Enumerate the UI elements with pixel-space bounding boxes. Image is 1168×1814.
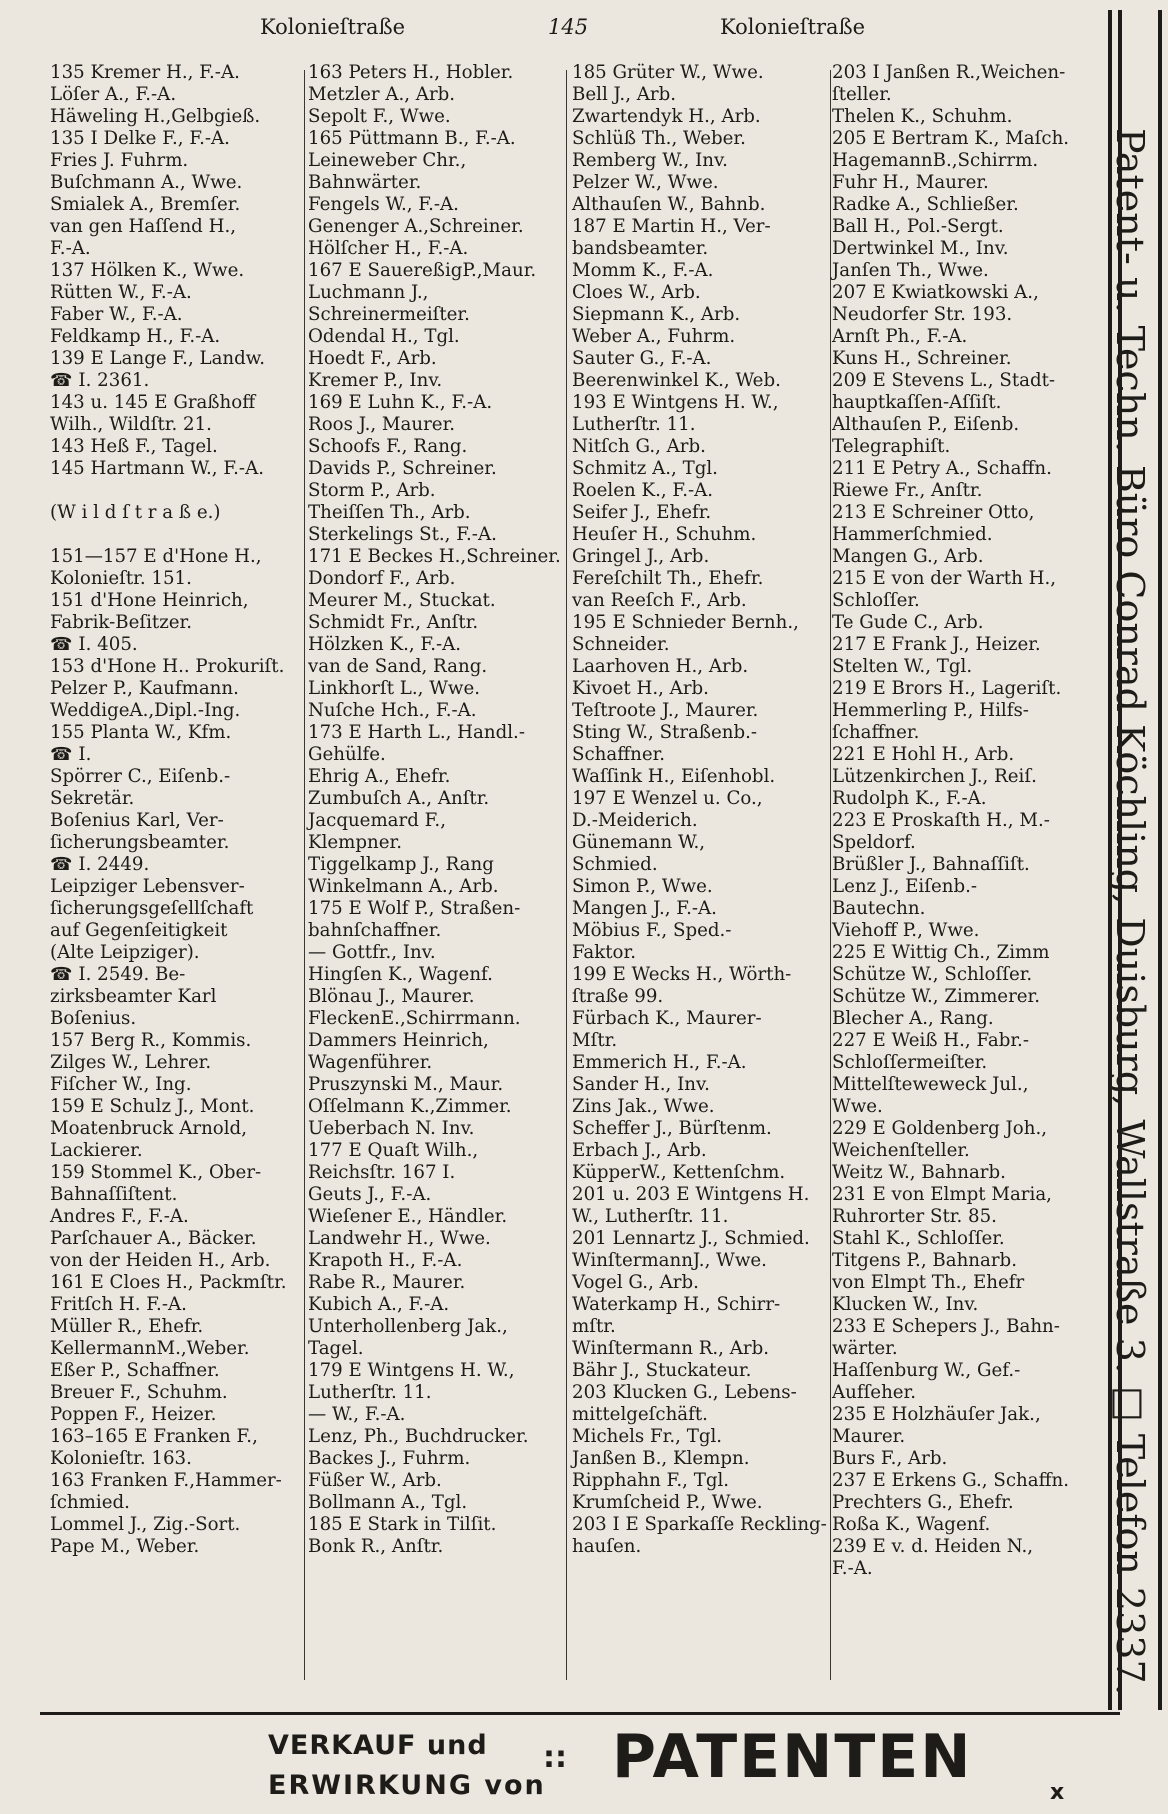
- directory-entry: Theiſſen Th., Arb.: [308, 502, 471, 523]
- directory-entry: Althauſen W., Bahnb.: [572, 194, 766, 215]
- directory-entry: Rudolph K., F.-A.: [832, 788, 987, 809]
- directory-entry: 193 E Wintgens H. W.,: [572, 392, 779, 413]
- header-street-left: Kolonieſtraße: [260, 15, 406, 39]
- directory-entry: Sauter G., F.-A.: [572, 348, 712, 369]
- directory-entry: Schmied.: [572, 854, 658, 875]
- directory-entry: Maurer.: [832, 1426, 906, 1447]
- directory-entry: Emmerich H., F.-A.: [572, 1052, 747, 1073]
- directory-entry: [50, 480, 300, 502]
- directory-entry: Bollmann A., Tgl.: [308, 1492, 468, 1513]
- directory-entry: Schloſſer.: [832, 590, 920, 611]
- directory-entry: 221 E Hohl H., Arb.: [832, 744, 1015, 765]
- directory-entry: FleckenE.,Schirrmann.: [308, 1008, 521, 1029]
- directory-entry: Storm P., Arb.: [308, 480, 436, 501]
- directory-entry: Leineweber Chr.,: [308, 150, 467, 171]
- directory-entry: ſchmied.: [50, 1492, 130, 1513]
- directory-entry: Teſtroote J., Maurer.: [572, 700, 759, 721]
- directory-entry: Bonk R., Anſtr.: [308, 1536, 444, 1557]
- directory-entry: Luchmann J.,: [308, 282, 429, 303]
- directory-entry: hauſen.: [572, 1536, 642, 1557]
- directory-entry: ☎ I. 2449.: [50, 854, 150, 875]
- directory-entry: ☎ I. 2361.: [50, 370, 150, 391]
- directory-entry: Erbach J., Arb.: [572, 1140, 707, 1161]
- directory-entry: Ueberbach N. Inv.: [308, 1118, 475, 1139]
- directory-entry: 209 E Stevens L., Stadt-: [832, 370, 1056, 391]
- directory-entry: Winkelmann A., Arb.: [308, 876, 499, 897]
- directory-entry: Boſenius.: [50, 1008, 137, 1029]
- directory-entry: auf Gegenſeitigkeit: [50, 920, 228, 941]
- directory-entry: WeddigeA.,Dipl.-Ing.: [50, 700, 241, 721]
- directory-entry: Hammerſchmied.: [832, 524, 993, 545]
- directory-entry: 167 E SauereßigP.,Maur.: [308, 260, 537, 281]
- directory-entry: 203 I E Sparkaſſe Reckling-: [572, 1514, 827, 1535]
- directory-entry: Füßer W., Arb.: [308, 1470, 442, 1491]
- directory-entry: Schneider.: [572, 634, 670, 655]
- directory-entry: Seifer J., Ehefr.: [572, 502, 712, 523]
- directory-entry: Bähr J., Stuckateur.: [572, 1360, 752, 1381]
- directory-entry: Ruhrorter Str. 85.: [832, 1206, 997, 1227]
- directory-entry: Landwehr H., Wwe.: [308, 1228, 491, 1249]
- directory-entry: Rabe R., Maurer.: [308, 1272, 466, 1293]
- directory-entry: Boſenius Karl, Ver-: [50, 810, 224, 831]
- directory-entry: Wilh., Wildſtr. 21.: [50, 414, 212, 435]
- directory-entry: Janßen B., Klempn.: [572, 1448, 750, 1469]
- directory-entry: 185 Grüter W., Wwe.: [572, 62, 764, 83]
- directory-entry: 175 E Wolf P., Straßen-: [308, 898, 521, 919]
- directory-entry: Heuſer H., Schuhm.: [572, 524, 757, 545]
- column-divider: [304, 70, 305, 1680]
- directory-entry: HagemannB.,Schirrm.: [832, 150, 1039, 171]
- directory-entry: Kolonieſtr. 163.: [50, 1448, 192, 1469]
- directory-entry: Schütze W., Schloſſer.: [832, 964, 1033, 985]
- directory-entry: von der Heiden H., Arb.: [50, 1250, 271, 1271]
- directory-entry: Moatenbruck Arnold,: [50, 1118, 247, 1139]
- directory-entry: Schoofs F., Rang.: [308, 436, 468, 457]
- directory-entry: Beerenwinkel K., Web.: [572, 370, 781, 391]
- directory-entry: 237 E Erkens G., Schaffn.: [832, 1470, 1069, 1491]
- directory-entry: ſchaffner.: [832, 722, 920, 743]
- directory-entry: 143 u. 145 E Graßhoff: [50, 392, 256, 413]
- directory-entry: Schaffner.: [572, 744, 666, 765]
- directory-entry: Winſtermann R., Arb.: [572, 1338, 769, 1359]
- directory-entry: Schmidt Fr., Anſtr.: [308, 612, 479, 633]
- directory-entry: 219 E Brors H., Lageriſt.: [832, 678, 1062, 699]
- directory-entry: ſicherungsgeſellſchaft: [50, 898, 254, 919]
- directory-entry: Mittelſteweweck Jul.,: [832, 1074, 1029, 1095]
- directory-entry: Eßer P., Schaffner.: [50, 1360, 220, 1381]
- directory-entry: 157 Berg R., Kommis.: [50, 1030, 252, 1051]
- directory-entry: 145 Hartmann W., F.-A.: [50, 458, 264, 479]
- directory-entry: Sander H., Inv.: [572, 1074, 710, 1095]
- directory-entry: Schreinermeiſter.: [308, 304, 470, 325]
- bottom-ad-separator: ::: [543, 1740, 567, 1775]
- directory-entry: ſtraße 99.: [572, 986, 664, 1007]
- directory-entry: 217 E Frank J., Heizer.: [832, 634, 1041, 655]
- directory-entry: Hemmerling P., Hilfs-: [832, 700, 1029, 721]
- directory-entry: 163 Peters H., Hobler.: [308, 62, 514, 83]
- corner-mark: x: [1050, 1780, 1065, 1805]
- directory-entry: Gehülfe.: [308, 744, 386, 765]
- directory-entry: — W., F.-A.: [308, 1404, 406, 1425]
- directory-entry: Bautechn.: [832, 898, 926, 919]
- directory-entry: Momm K., F.-A.: [572, 260, 714, 281]
- directory-entry: van gen Haſſend H.,: [50, 216, 237, 237]
- directory-entry: Fries J. Fuhrm.: [50, 150, 189, 171]
- directory-entry: bandsbeamter.: [572, 238, 709, 259]
- directory-entry: Günemann W.,: [572, 832, 706, 853]
- directory-entry: [50, 524, 300, 546]
- directory-entry: Bahnaſſiſtent.: [50, 1184, 178, 1205]
- directory-entry: Nuſche Hch., F.-A.: [308, 700, 477, 721]
- directory-entry: Lackierer.: [50, 1140, 143, 1161]
- directory-entry: Schmitz A., Tgl.: [572, 458, 718, 479]
- directory-entry: Lutherſtr. 11.: [572, 414, 696, 435]
- directory-entry: 173 E Harth L., Handl.-: [308, 722, 525, 743]
- directory-column-1: [50, 62, 300, 1558]
- directory-entry: Roos J., Maurer.: [308, 414, 456, 435]
- directory-column-2: [308, 62, 568, 1558]
- directory-entry: Lenz, Ph., Buchdrucker.: [308, 1426, 529, 1447]
- directory-entry: 201 Lennartz J., Schmied.: [572, 1228, 810, 1249]
- directory-entry: Cloes W., Arb.: [572, 282, 701, 303]
- directory-entry: Fuhr H., Maurer.: [832, 172, 989, 193]
- directory-entry: Backes J., Fuhrm.: [308, 1448, 471, 1469]
- directory-entry: Stahl K., Schloſſer.: [832, 1228, 1005, 1249]
- directory-entry: Wwe.: [832, 1096, 883, 1117]
- directory-entry: 163–165 E Franken F.,: [50, 1426, 258, 1447]
- directory-entry: Weber A., Fuhrm.: [572, 326, 736, 347]
- directory-entry: Prechters G., Ehefr.: [832, 1492, 1014, 1513]
- directory-entry: Kremer P., Inv.: [308, 370, 443, 391]
- directory-entry: Faber W., F.-A.: [50, 304, 183, 325]
- page-number: 145: [548, 15, 589, 39]
- directory-entry: Pruszynski M., Maur.: [308, 1074, 504, 1095]
- directory-entry: Dertwinkel M., Inv.: [832, 238, 1009, 259]
- directory-entry: Reichsſtr. 167 I.: [308, 1162, 456, 1183]
- directory-entry: Poppen F., Heizer.: [50, 1404, 217, 1425]
- directory-entry: Simon P., Wwe.: [572, 876, 713, 897]
- directory-entry: 151 d'Hone Heinrich,: [50, 590, 249, 611]
- directory-entry: KüpperW., Kettenſchm.: [572, 1162, 786, 1183]
- directory-entry: mſtr.: [572, 1316, 616, 1337]
- directory-entry: Jacquemard F.,: [308, 810, 446, 831]
- directory-entry: 137 Hölken K., Wwe.: [50, 260, 245, 281]
- directory-entry: Dammers Heinrich,: [308, 1030, 489, 1051]
- directory-entry: Schütze W., Zimmerer.: [832, 986, 1041, 1007]
- directory-entry: 139 E Lange F., Landw.: [50, 348, 265, 369]
- bottom-ad-line-1: VERKAUF und: [268, 1730, 488, 1761]
- directory-entry: KellermannM.,Weber.: [50, 1338, 250, 1359]
- directory-entry: Scheffer J., Bürſtenm.: [572, 1118, 772, 1139]
- directory-entry: Hoedt F., Arb.: [308, 348, 437, 369]
- directory-entry: Gringel J., Arb.: [572, 546, 710, 567]
- directory-entry: 159 E Schulz J., Mont.: [50, 1096, 255, 1117]
- directory-entry: Geuts J., F.-A.: [308, 1184, 432, 1205]
- directory-entry: Telegraphiſt.: [832, 436, 951, 457]
- directory-entry: 223 E Proskaſth H., M.-: [832, 810, 1050, 831]
- directory-entry: F.-A.: [50, 238, 91, 259]
- directory-entry: Rütten W., F.-A.: [50, 282, 192, 303]
- directory-entry: 155 Planta W., Kfm.: [50, 722, 232, 743]
- directory-entry: Thelen K., Schuhm.: [832, 106, 1013, 127]
- directory-entry: Klempner.: [308, 832, 403, 853]
- directory-entry: Kivoet H., Arb.: [572, 678, 709, 699]
- directory-entry: 203 I Janßen R.,Weichen-: [832, 62, 1066, 83]
- directory-entry: 159 Stommel K., Ober-: [50, 1162, 262, 1183]
- directory-entry: Fiſcher W., Ing.: [50, 1074, 192, 1095]
- directory-entry: Müller R., Ehefr.: [50, 1316, 204, 1337]
- directory-entry: Neudorfer Str. 193.: [832, 304, 1013, 325]
- directory-entry: wärter.: [832, 1338, 898, 1359]
- directory-entry: Klucken W., Inv.: [832, 1294, 979, 1315]
- directory-entry: Michels Fr., Tgl.: [572, 1426, 723, 1447]
- directory-entry: ☎ I. 2549. Be-: [50, 964, 186, 985]
- directory-entry: F.-A.: [832, 1558, 873, 1579]
- directory-entry: 201 u. 203 E Wintgens H.: [572, 1184, 810, 1205]
- directory-entry: 231 E von Elmpt Maria,: [832, 1184, 1052, 1205]
- directory-entry: Viehoff P., Wwe.: [832, 920, 980, 941]
- directory-entry: Roßa K., Wagenf.: [832, 1514, 991, 1535]
- directory-entry: Burs F., Arb.: [832, 1448, 948, 1469]
- directory-entry: 185 E Stark in Tilſit.: [308, 1514, 497, 1535]
- directory-entry: W., Lutherſtr. 11.: [572, 1206, 729, 1227]
- directory-entry: Mangen G., Arb.: [832, 546, 984, 567]
- directory-entry: Löſer A., F.-A.: [50, 84, 177, 105]
- directory-entry: Kubich A., F.-A.: [308, 1294, 450, 1315]
- directory-entry: Fritſch H. F.-A.: [50, 1294, 187, 1315]
- directory-entry: Meurer M., Stuckat.: [308, 590, 496, 611]
- directory-entry: bahnſchaffner.: [308, 920, 442, 941]
- directory-entry: Ball H., Pol.-Sergt.: [832, 216, 1004, 237]
- directory-entry: Mangen J., F.-A.: [572, 898, 717, 919]
- directory-entry: Hölzken K., F.-A.: [308, 634, 462, 655]
- directory-entry: 163 Franken F.,Hammer-: [50, 1470, 282, 1491]
- directory-entry: WinſtermannJ., Wwe.: [572, 1250, 767, 1271]
- directory-entry: hauptkaſſen-Aſſiſt.: [832, 392, 1002, 413]
- directory-entry: Parſchauer A., Bäcker.: [50, 1228, 257, 1249]
- header-street-right: Kolonieſtraße: [720, 15, 866, 39]
- directory-entry: Kolonieſtr. 151.: [50, 568, 192, 589]
- directory-entry: Waſſink H., Eiſenhobl.: [572, 766, 776, 787]
- directory-entry: ☎ I.: [50, 744, 92, 765]
- directory-entry: Wagenführer.: [308, 1052, 433, 1073]
- directory-entry: Radke A., Schließer.: [832, 194, 1019, 215]
- directory-entry: 135 I Delke F., F.-A.: [50, 128, 230, 149]
- side-ad-rule: [1158, 10, 1162, 1710]
- directory-entry: Andres F., F.-A.: [50, 1206, 189, 1227]
- directory-entry: Dondorf F., Arb.: [308, 568, 456, 589]
- directory-entry: Stelten W., Tgl.: [832, 656, 973, 677]
- directory-entry: Smialek A., Bremſer.: [50, 194, 241, 215]
- directory-entry: Weitz W., Bahnarb.: [832, 1162, 1006, 1183]
- directory-entry: 151—157 E d'Hone H.,: [50, 546, 262, 567]
- directory-entry: Metzler A., Arb.: [308, 84, 456, 105]
- directory-entry: Aufſeher.: [832, 1382, 917, 1403]
- directory-entry: von Elmpt Th., Ehefr: [832, 1272, 1025, 1293]
- directory-entry: 153 d'Hone H.. Prokuriſt.: [50, 656, 285, 677]
- directory-entry: 143 Heß F., Tagel.: [50, 436, 218, 457]
- directory-entry: van de Sand, Rang.: [308, 656, 488, 677]
- directory-entry: Althauſen P., Eiſenb.: [832, 414, 1020, 435]
- directory-entry: (Alte Leipziger).: [50, 942, 200, 963]
- directory-entry: Genenger A.,Schreiner.: [308, 216, 524, 237]
- directory-entry: 135 Kremer H., F.-A.: [50, 62, 240, 83]
- directory-entry: Tagel.: [308, 1338, 364, 1359]
- directory-entry: 211 E Petry A., Schaffn.: [832, 458, 1052, 479]
- directory-entry: 171 E Beckes H.,Schreiner.: [308, 546, 561, 567]
- directory-entry: Bahnwärter.: [308, 172, 422, 193]
- directory-entry: Bell J., Arb.: [572, 84, 677, 105]
- directory-entry: 227 E Weiß H., Fabr.-: [832, 1030, 1029, 1051]
- directory-entry: Faktor.: [572, 942, 636, 963]
- directory-entry: Waterkamp H., Schirr-: [572, 1294, 781, 1315]
- directory-entry: Schloſſermeiſter.: [832, 1052, 988, 1073]
- directory-entry: — Gottfr., Inv.: [308, 942, 436, 963]
- directory-entry: Lommel J., Zig.-Sort.: [50, 1514, 241, 1535]
- directory-entry: Sekretär.: [50, 788, 135, 809]
- directory-entry: Te Gude C., Arb.: [832, 612, 984, 633]
- directory-entry: 177 E Quaſt Wilh.,: [308, 1140, 479, 1161]
- directory-entry: ſicherungsbeamter.: [50, 832, 230, 853]
- directory-entry: Buſchmann A., Wwe.: [50, 172, 243, 193]
- directory-entry: Tiggelkamp J., Rang: [308, 854, 494, 875]
- directory-entry: Pelzer P., Kaufmann.: [50, 678, 239, 699]
- directory-entry: 203 Klucken G., Lebens-: [572, 1382, 797, 1403]
- directory-entry: 197 E Wenzel u. Co.,: [572, 788, 763, 809]
- directory-entry: Nitſch G., Arb.: [572, 436, 706, 457]
- directory-entry: Fabrik-Beſitzer.: [50, 612, 193, 633]
- directory-entry: zirksbeamter Karl: [50, 986, 217, 1007]
- directory-entry: 195 E Schnieder Bernh.,: [572, 612, 799, 633]
- directory-entry: Titgens P., Bahnarb.: [832, 1250, 1017, 1271]
- directory-entry: Ehrig A., Ehefr.: [308, 766, 451, 787]
- directory-column-3: [572, 62, 834, 1558]
- directory-entry: 233 E Schepers J., Bahn-: [832, 1316, 1060, 1337]
- directory-entry: Sepolt F., Wwe.: [308, 106, 451, 127]
- directory-entry: 187 E Martin H., Ver-: [572, 216, 771, 237]
- directory-entry: 199 E Wecks H., Wörth-: [572, 964, 792, 985]
- directory-entry: Riewe Fr., Anſtr.: [832, 480, 983, 501]
- directory-entry: D.-Meiderich.: [572, 810, 698, 831]
- directory-entry: Breuer F., Schuhm.: [50, 1382, 228, 1403]
- directory-entry: Lutherſtr. 11.: [308, 1382, 432, 1403]
- directory-entry: Unterhollenberg Jak.,: [308, 1316, 508, 1337]
- directory-entry: Remberg W., Inv.: [572, 150, 728, 171]
- directory-entry: Krumſcheid P., Wwe.: [572, 1492, 763, 1513]
- directory-entry: Mſtr.: [572, 1030, 618, 1051]
- directory-entry: Vogel G., Arb.: [572, 1272, 699, 1293]
- directory-entry: 205 E Bertram K., Maſch.: [832, 128, 1070, 149]
- directory-entry: 225 E Wittig Ch., Zimm: [832, 942, 1050, 963]
- directory-entry: Speldorf.: [832, 832, 916, 853]
- directory-entry: Hölſcher H., F.-A.: [308, 238, 469, 259]
- directory-entry: Fereſchilt Th., Ehefr.: [572, 568, 764, 589]
- directory-entry: Möbius F., Sped.-: [572, 920, 732, 941]
- directory-column-4: [832, 62, 1102, 1580]
- directory-entry: Zins Jak., Wwe.: [572, 1096, 715, 1117]
- directory-entry: Zwartendyk H., Arb.: [572, 106, 761, 127]
- directory-entry: Wieſener E., Händler.: [308, 1206, 508, 1227]
- directory-entry: 235 E Holzhäuſer Jak.,: [832, 1404, 1041, 1425]
- directory-entry: Blecher A., Rang.: [832, 1008, 994, 1029]
- bottom-ad-rule: [40, 1712, 1120, 1715]
- directory-entry: Laarhoven H., Arb.: [572, 656, 749, 677]
- directory-entry: Schlüß Th., Weber.: [572, 128, 746, 149]
- directory-entry: 207 E Kwiatkowski A.,: [832, 282, 1039, 303]
- directory-entry: 179 E Wintgens H. W.,: [308, 1360, 515, 1381]
- directory-entry: Sterkelings St., F.-A.: [308, 524, 497, 545]
- directory-entry: Roelen K., F.-A.: [572, 480, 714, 501]
- directory-entry: Weichenſteller.: [832, 1140, 970, 1161]
- directory-entry: Leipziger Lebensver-: [50, 876, 245, 897]
- directory-entry: 161 E Cloes H., Packmſtr.: [50, 1272, 287, 1293]
- bottom-ad-line-2: ERWIRKUNG von: [268, 1770, 546, 1801]
- directory-entry: Zumbuſch A., Anſtr.: [308, 788, 490, 809]
- directory-entry: 229 E Goldenberg Joh.,: [832, 1118, 1048, 1139]
- directory-entry: Lützenkirchen J., Reiſ.: [832, 766, 1037, 787]
- directory-entry: (W i l d ſ t r a ß e.): [50, 502, 221, 523]
- directory-entry: Blönau J., Maurer.: [308, 986, 475, 1007]
- directory-entry: Fengels W., F.-A.: [308, 194, 459, 215]
- directory-entry: Haſſenburg W., Gef.-: [832, 1360, 1021, 1381]
- directory-entry: Krapoth H., F.-A.: [308, 1250, 463, 1271]
- directory-entry: 215 E von der Warth H.,: [832, 568, 1057, 589]
- directory-entry: Feldkamp H., F.-A.: [50, 326, 221, 347]
- directory-entry: Kuns H., Schreiner.: [832, 348, 1012, 369]
- directory-entry: Häweling H.,Gelbgieß.: [50, 106, 261, 127]
- directory-entry: Janſen Th., Wwe.: [832, 260, 989, 281]
- directory-entry: Lenz J., Eiſenb.-: [832, 876, 978, 897]
- directory-entry: 213 E Schreiner Otto,: [832, 502, 1035, 523]
- directory-entry: Oſſelmann K.,Zimmer.: [308, 1096, 512, 1117]
- directory-entry: 239 E v. d. Heiden N.,: [832, 1536, 1034, 1557]
- directory-entry: Fürbach K., Maurer-: [572, 1008, 762, 1029]
- directory-entry: 169 E Luhn K., F.-A.: [308, 392, 493, 413]
- directory-entry: Linkhorſt L., Wwe.: [308, 678, 481, 699]
- directory-entry: Zilges W., Lehrer.: [50, 1052, 212, 1073]
- directory-entry: Davids P., Schreiner.: [308, 458, 497, 479]
- directory-entry: mittelgeſchäft.: [572, 1404, 708, 1425]
- bottom-ad-headline: PATENTEN: [612, 1722, 973, 1792]
- directory-entry: ☎ I. 405.: [50, 634, 138, 655]
- directory-entry: Hingſen K., Wagenf.: [308, 964, 493, 985]
- directory-entry: Spörrer C., Eiſenb.-: [50, 766, 231, 787]
- directory-entry: Arnſt Ph., F.-A.: [832, 326, 968, 347]
- directory-entry: Sting W., Straßenb.-: [572, 722, 758, 743]
- directory-entry: Odendal H., Tgl.: [308, 326, 460, 347]
- directory-entry: van Reeſch F., Arb.: [572, 590, 747, 611]
- directory-entry: Pape M., Weber.: [50, 1536, 200, 1557]
- directory-entry: Pelzer W., Wwe.: [572, 172, 719, 193]
- directory-entry: Ripphahn F., Tgl.: [572, 1470, 730, 1491]
- directory-entry: ſteller.: [832, 84, 892, 105]
- directory-entry: Brüßler J., Bahnaſſiſt.: [832, 854, 1030, 875]
- directory-entry: 165 Püttmann B., F.-A.: [308, 128, 516, 149]
- directory-entry: Siepmann K., Arb.: [572, 304, 741, 325]
- side-advertisement: Patent- u. Techn. Büro Conrad Köchling, Duisburg, Wallstraße 3. □ Telefon 2337.: [1108, 128, 1152, 1696]
